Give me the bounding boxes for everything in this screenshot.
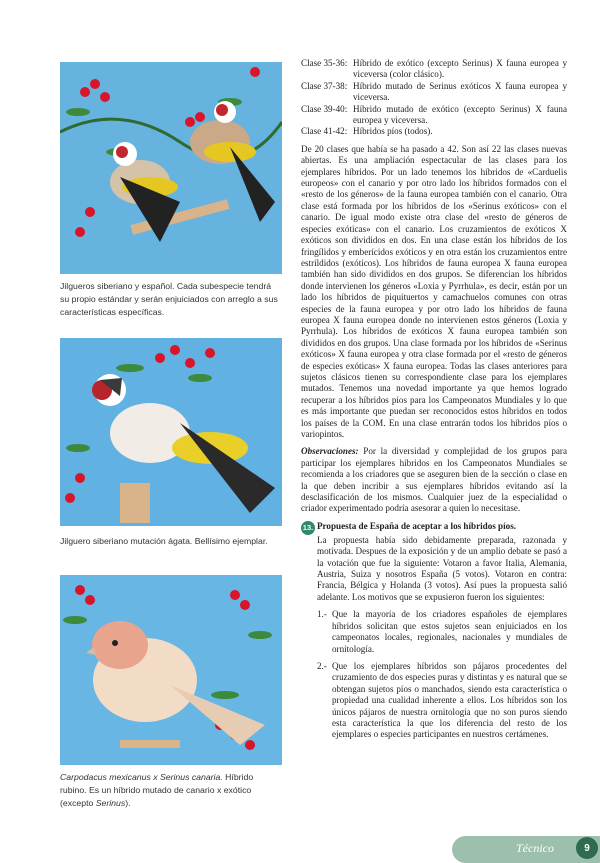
class-row [301,126,567,137]
class-key: Clase 37-38: [301,80,348,91]
caption-3-species: Carpodacus mexicanus x Serinus canaria. [60,772,223,782]
class-text: Híbrido mutado de exótico (excepto Serinus) X fauna europea y viceversa. [353,103,567,126]
class-row [301,104,567,127]
caption-3-end: ). [125,798,131,808]
section-body: La propuesta había sido debidamente preparada, razonada y motivada. Despues de la exposición y de un amplio debate se pasó a la votación que fue la siguiente: Votaron a favor Italia, Alemania, Austria, Suiza y nosotros España (5 votos). Votaron en contra: Francia, Bélgica y Holanda (3 votos). Así pues la propuesta salió adelante. Los motivos que se expusieron fueron los siguientes: [317,534,567,602]
photo-goldfinch-agate [60,338,282,526]
list-text: Que la mayoría de los criadores españoles de ejemplares híbridos solicitan que estos sujetos sean enjuiciados en los campeonatos locales, regionales, nacionales y mundiales de ornitología. [332,609,567,654]
class-row [301,81,567,104]
class-row [301,58,567,81]
page-number: 9 [576,837,598,859]
section-title: Propuesta de España de aceptar a los híbridos píos. [317,520,517,531]
photo-caption-1: Jilgueros siberiano y español. Cada subespecie tendrá su propio estándar y serán enjuiciados con arreglo a sus características específicas. [60,281,278,317]
list-item [301,661,567,741]
observations-text: Por la diversidad y complejidad de los grupos para participar los ejemplares híbridos en los Campeonatos Mundiales se recomienda a los criadores que se aseguren bien de la sección o clase en la que deben incribir a sus ejemplares híbridos evitando así la desclasificación de los mismos. Cualquier juez de la especialidad o criador experimentado podría asesorar a quien lo necesitase. [301,446,567,514]
class-key: Clase 39-40: [301,103,348,114]
photo-hybrid-rubino [60,575,282,765]
caption-3-text: Híbrido rubino. Es un híbrido mutado de canario x exótico (excepto [60,772,254,808]
list-marker: 1.- [317,609,327,620]
list-marker: 2.- [317,660,327,671]
section-number-badge: 13. [301,521,315,535]
list-item [301,609,567,655]
list-text: Que los ejemplares híbridos son pájaros procedentes del cruzamiento de dos especies puras y distintas y es natural que se obtengan sujetos píos o manchados, siendo esta característica o propiedad una cualidad inherente a ellos. Los híbridos son los únicos pájaros de nuestra ornitología que no son puros siendo esta característica la que los diferencia del resto de los ejemplares o especies participantes en nuestros certámenes. [332,660,567,740]
class-text: Híbrido mutado de Serinus exóticos X fauna europea y viceversa. [353,80,567,103]
class-key: Clase 41-42: [301,126,348,137]
observations-label: Observaciones: [301,446,359,457]
class-key: Clase 35-36: [301,58,348,68]
section-heading [301,521,567,535]
caption-3-genus: Serinus [95,798,126,808]
class-text: Híbridos píos (todos). [353,126,433,137]
section-label: Técnico [516,841,554,855]
article-column [301,58,567,741]
photo-caption-3 [60,771,282,810]
photo-caption-2: Jilguero siberiano mutación ágata. Bellísimo ejemplar. [60,536,268,546]
paragraph-classes-summary: De 20 clases que había se ha pasado a 42. Son así 22 las clases nuevas abiertas. Es una ampliación espectacular de las clases para los ejemplares híbridos. Por un lado tenemos los híbridos de «Carduelis europeos» con el canario y por otro lado los híbridos formados con el «resto de los géneros» de la fauna europea también con el canario. Otra clase está formada por los híbridos de los «Serinus exóticos» con el canario. De igual modo existe otra clase del «resto de géneros de especies exóticas» con el canario. Los cruzamientos de exóticos X exóticos son divididos en dos. En una clase están los híbridos de los fringílidos y emberícidos exóticos y en otra están los cruzamientos entre estríldidos (exóticos). Los híbridos de fauna europea X fauna europea también han sido divididos en dos grupos. Se diferencian los híbridos donde intervienen los géneros «Loxia y Pyrrhula», es decir, están por un lado los híbridos de piquituertos y camachuelos comunes con otras especies de la fauna europea y por otro lado los híbridos de fauna europea X fauna europea donde no intervienen estos géneros (Loxia y Pyrrhula). Los híbridos de exóticos X fauna europea también son divididos en dos grupos. Una clase formada por los híbridos de «Serinus exóticos» X fauna europea y otra clase formada por el «resto de géneros de especies exóticas» X fauna europea. Todas las clases anteriores para sujetos clásicos tienen su correspondiente clase para los ejemplares mutados. Tenemos una novedad importante ya que hemos logrado recuperar a los híbridos píos para los Campeonatos Mundiales y lo que es más importante que puedan ser reconocidos estos híbridos en todos los países de la COM. En una clase entrarán todos los híbridos píos o variopintos. [301,143,567,439]
class-text: Híbrido de exótico (excepto Serinus) X fauna europea y viceversa (color clásico). [353,58,567,80]
photo-goldfinches-pair [60,62,282,274]
paragraph-observations [301,446,567,514]
